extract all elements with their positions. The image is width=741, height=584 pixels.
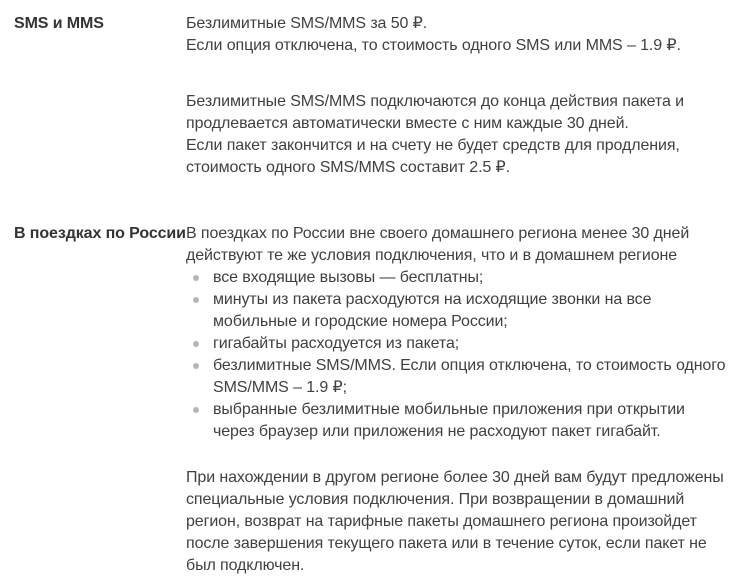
text-line: Безлимитные SMS/MMS за 50 ₽. xyxy=(186,15,428,32)
paragraph-sms-renewal xyxy=(186,91,729,179)
section-content-travel-russia xyxy=(186,223,729,577)
list-item-unlimited-sms: безлимитные SMS/MMS. Если опция отключена, то стоимость одного SMS/MMS – 1.9 ₽; xyxy=(186,355,729,399)
section-content-sms-mms xyxy=(186,13,729,179)
list-item-incoming-calls: все входящие вызовы — бесплатны; xyxy=(186,267,729,289)
list-item-unlimited-apps: выбранные безлимитные мобильные приложения при открытии через браузер или приложения не расходуют пакет гигабайт. xyxy=(186,399,729,443)
paragraph-sms-price xyxy=(186,13,729,57)
text-line: Если опция отключена, то стоимость одного SMS или MMS – 1.9 ₽. xyxy=(186,37,681,54)
text-line: При нахождении в другом регионе более 30 дней вам будут предложены специальные условия подключения. При возвращении в домашний регион, возврат на тарифные пакеты домашнего региона произойдет после завершения текущего пакета или в течение суток, если пакет не был подключен. xyxy=(186,469,724,574)
section-label-travel-russia: В поездках по России xyxy=(14,225,186,242)
list-item-gigabytes: гигабайты расходуется из пакета; xyxy=(186,333,729,355)
section-sms-mms xyxy=(14,13,725,179)
text-line: Безлимитные SMS/MMS подключаются до конца действия пакета и продлевается автоматически вместе с ним каждые 30 дней. xyxy=(186,93,684,132)
paragraph-travel-intro xyxy=(186,223,729,267)
text-line: В поездках по России вне своего домашнего региона менее 30 дней действуют те же условия подключения, что и в домашнем регионе xyxy=(186,225,690,264)
list-item-package-minutes: минуты из пакета расходуются на исходящие звонки на все мобильные и городские номера России; xyxy=(186,289,729,333)
section-travel-russia xyxy=(14,223,725,577)
section-label-sms-mms: SMS и MMS xyxy=(14,15,104,32)
text-line: Если пакет закончится и на счету не будет средств для продления, стоимость одного SMS/MMS составит 2.5 ₽. xyxy=(186,137,680,176)
paragraph-other-region xyxy=(186,467,729,577)
travel-conditions-list xyxy=(186,267,729,443)
